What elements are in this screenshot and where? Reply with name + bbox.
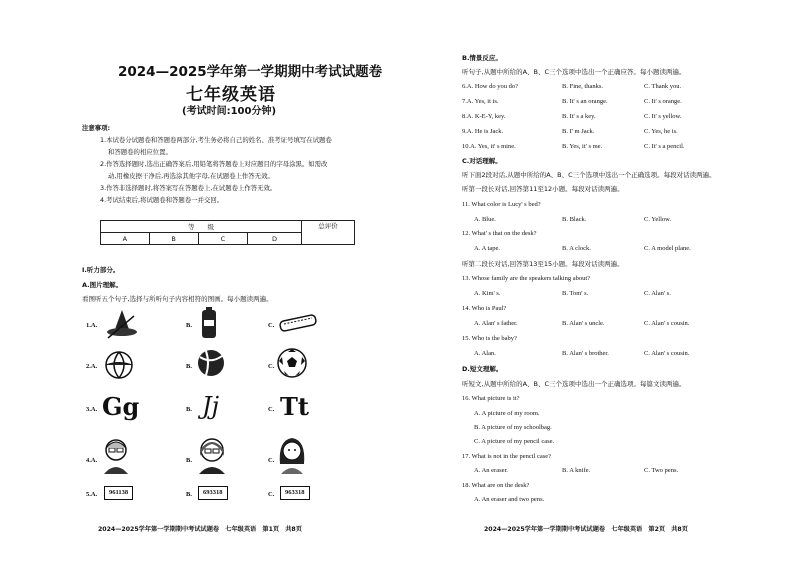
- row-label: C.: [268, 457, 275, 464]
- notice-line: 动,用橡皮擦干净后,再选涂其他字母,在试题卷上作答无效。: [108, 172, 274, 180]
- option: C. A model plane.: [644, 245, 691, 252]
- option: B. A knife.: [562, 467, 591, 474]
- option: B. Fine, thanks.: [562, 83, 603, 90]
- option: A. A tape.: [474, 245, 500, 252]
- grade-col: C: [198, 233, 248, 245]
- grade-col: B: [149, 233, 198, 245]
- number-box: 963318: [280, 486, 310, 500]
- row-label: C.: [268, 363, 275, 370]
- option: B. Alan' s brother.: [562, 350, 609, 357]
- question: 13. Whose family are the speakers talking about?: [462, 275, 591, 282]
- letter-jj: Jj: [202, 392, 220, 420]
- part-a-instruction: 看图听五个句子,选择与所听句子内容相符的图画。每小题读两遍。: [82, 295, 273, 303]
- witch-hat-icon: [104, 308, 140, 340]
- option: B. Black.: [562, 216, 587, 223]
- option: B. Yes, it' s me.: [562, 143, 603, 150]
- question: 10.A. Yes, it' s mine.: [462, 143, 516, 150]
- option: B. Tom' s.: [562, 290, 589, 297]
- row-label: C.: [268, 322, 275, 329]
- soccer-ball-icon: [276, 347, 308, 379]
- row-label: B.: [186, 491, 192, 498]
- exam-time: (考试时间:100分钟): [182, 106, 277, 117]
- exam-title: 2024—2025学年第一学期期中考试试题卷: [118, 64, 383, 80]
- option: B. Alan' s uncle.: [562, 320, 605, 327]
- question: 6.A. How do you do?: [462, 83, 518, 90]
- row-label: B.: [186, 406, 192, 413]
- notice-line: 3.作答非选择题时,将答案写在答题卷上,在试题卷上作答无效。: [100, 184, 277, 192]
- question: 8.A. K-E-Y, key.: [462, 113, 506, 120]
- question: 9.A. He is Jack.: [462, 128, 504, 135]
- letter-tt: Tt: [280, 392, 309, 421]
- question: 15. Who is the baby?: [462, 335, 517, 342]
- option: C. Yes, he is.: [644, 128, 678, 135]
- option: B. I' m Jack.: [562, 128, 595, 135]
- notice-line: 4.考试结束后,将试题卷和答题卷一并交回。: [100, 196, 224, 204]
- option: A. Kim' s.: [474, 290, 501, 297]
- row-label: B.: [186, 363, 192, 370]
- option: A. Alan.: [474, 350, 496, 357]
- total-header: 总评价: [302, 221, 355, 245]
- score-table: [100, 220, 355, 245]
- question: 7.A. Yes, it is.: [462, 98, 499, 105]
- option: B. It' s an orange.: [562, 98, 608, 105]
- row-label: C.: [268, 406, 275, 413]
- girl-icon: [276, 434, 308, 474]
- option: A. A picture of my room.: [474, 410, 540, 417]
- part-b-heading: B.情景反应。: [462, 54, 502, 62]
- grade-col: A: [101, 233, 150, 245]
- row-label: 4.A.: [86, 457, 98, 464]
- option: A. An eraser and two pens.: [474, 496, 545, 503]
- question: 11. What color is Lucy' s bed?: [462, 201, 541, 208]
- option: B. A clock.: [562, 245, 591, 252]
- option: A. Blue.: [474, 216, 496, 223]
- battery-icon: [198, 306, 220, 340]
- option: A. An eraser.: [474, 467, 508, 474]
- notice-line: 和答题卷的相应位置。: [108, 148, 172, 156]
- letter-gg: Gg: [102, 392, 140, 421]
- option: A. Alan' s father.: [474, 320, 518, 327]
- part-d-heading: D.短文理解。: [462, 365, 503, 373]
- row-label: 1.A.: [86, 322, 98, 329]
- option: C. It' s orange.: [644, 98, 682, 105]
- row-label: B.: [186, 457, 192, 464]
- row-label: C.: [268, 491, 275, 498]
- notice-line: 1.本试卷分试题卷和答题卷两部分,考生务必将自己的姓名、准考证号填写在试题卷: [100, 136, 332, 144]
- question: 17. What is not in the pencil case?: [462, 453, 552, 460]
- grandfather-icon: [100, 436, 132, 474]
- number-box: 693318: [198, 486, 228, 500]
- option: C. It' s a pencil.: [644, 143, 685, 150]
- notice-heading: 注意事项:: [82, 124, 111, 132]
- option: C. Alan' s cousin.: [644, 320, 690, 327]
- grade-col: D: [248, 233, 302, 245]
- option: C. Two pens.: [644, 467, 679, 474]
- option: C. A picture of my pencil case.: [474, 438, 555, 445]
- dialogue-instruction: 听第一段长对话,回答第11至12小题。每段对话读两遍。: [462, 185, 624, 193]
- row-label: 3.A.: [86, 406, 98, 413]
- part-a-heading: A.图片理解。: [82, 281, 123, 289]
- option: C. Alan' s.: [644, 290, 671, 297]
- option: C. Yellow.: [644, 216, 672, 223]
- volleyball-icon: [196, 348, 226, 378]
- option: C. Alan' s cousin.: [644, 350, 690, 357]
- row-label: 5.A.: [86, 491, 98, 498]
- question: 18. What are on the desk?: [462, 482, 530, 489]
- row-label: B.: [186, 322, 192, 329]
- question: 16. What picture is it?: [462, 395, 520, 402]
- part-d-instruction: 听短文,从题中所给的A、B、C三个选项中选出一个正确选项。每篇文读两遍。: [462, 380, 686, 388]
- page-footer: 2024—2025学年第一学期期中考试试题卷 七年级英语 第1页 共8页: [98, 526, 302, 533]
- notice-line: 2.作答选择题时,选出正确答案后,用铅笔将答题卷上对应题目的字母涂黑。如需改: [100, 160, 328, 168]
- option: C. Thank you.: [644, 83, 682, 90]
- part-c-instruction: 听下面2段对话,从题中所给的A、B、C三个选项中选出一个正确选项。每段对话读两遍。: [462, 171, 716, 179]
- grade-header: 等 级: [101, 221, 302, 233]
- question: 14. Who is Paul?: [462, 305, 507, 312]
- option: B. It' s a key.: [562, 113, 596, 120]
- grandmother-icon: [196, 434, 228, 474]
- page-footer: 2024—2025学年第一学期期中考试试题卷 七年级英语 第2页 共8页: [484, 526, 688, 533]
- row-label: 2.A.: [86, 363, 98, 370]
- question: 12. What' s that on the desk?: [462, 230, 537, 237]
- option: C. It' s yellow.: [644, 113, 682, 120]
- option: B. A picture of my schoolbag.: [474, 424, 552, 431]
- part-b-instruction: 听句子,从题中所给的A、B、C三个选项中选出一个正确应答。每小题读两遍。: [462, 68, 686, 76]
- beach-ball-icon: [104, 350, 134, 380]
- section-listening: Ⅰ.听力部分。: [82, 266, 120, 274]
- number-box: 961138: [104, 486, 133, 500]
- part-c-heading: C.对话理解。: [462, 157, 502, 165]
- pencil-case-icon: [278, 312, 318, 334]
- dialogue-instruction: 听第二段长对话,回答第13至15小题。每段对话读两遍。: [462, 260, 624, 268]
- subject-title: 七年级英语: [186, 85, 276, 105]
